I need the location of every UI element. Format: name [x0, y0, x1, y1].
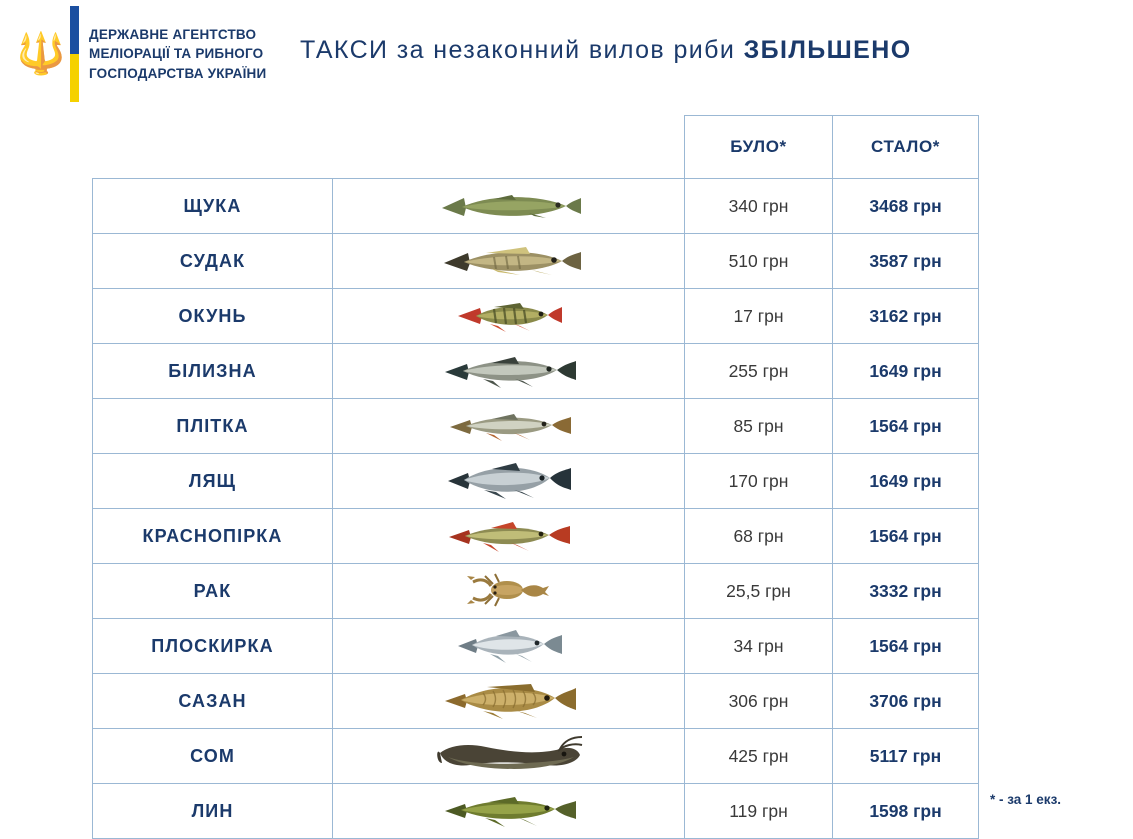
- old-price: 340 грн: [685, 179, 833, 234]
- new-price: 5117 грн: [833, 729, 979, 784]
- table-row: [93, 509, 979, 564]
- species-name: ЛЯЩ: [93, 454, 333, 509]
- table-row: [93, 179, 979, 234]
- old-price: 25,5 грн: [685, 564, 833, 619]
- table-header: [93, 116, 979, 179]
- species-image-cell: [333, 234, 685, 289]
- new-price: 1649 грн: [833, 454, 979, 509]
- new-price: 3468 грн: [833, 179, 979, 234]
- new-price: 3706 грн: [833, 674, 979, 729]
- species-image-cell: [333, 344, 685, 399]
- species-image-cell: [333, 454, 685, 509]
- perch-fish-icon: [454, 295, 564, 337]
- old-price: 255 грн: [685, 344, 833, 399]
- ukraine-trident-icon: 🔱: [16, 31, 66, 77]
- agency-name: [89, 25, 266, 84]
- species-image-cell: [333, 619, 685, 674]
- old-price: 34 грн: [685, 619, 833, 674]
- bream-fish-icon: [444, 458, 574, 504]
- species-image-cell: [333, 729, 685, 784]
- new-price: 1564 грн: [833, 399, 979, 454]
- agency-name-line-3: ГОСПОДАРСТВА УКРАЇНИ: [89, 65, 267, 81]
- table-row: [93, 399, 979, 454]
- tench-fish-icon: [439, 790, 579, 832]
- column-header-new-price: СТАЛО*: [833, 116, 979, 179]
- new-price: 3587 грн: [833, 234, 979, 289]
- species-image-cell: [333, 509, 685, 564]
- species-name: ОКУНЬ: [93, 289, 333, 344]
- new-price: 1564 грн: [833, 619, 979, 674]
- table-header-row: [93, 116, 979, 179]
- silver-bream-icon: [454, 624, 564, 668]
- crayfish-icon: [463, 568, 555, 614]
- new-price: 1564 грн: [833, 509, 979, 564]
- old-price: 306 грн: [685, 674, 833, 729]
- roach-fish-icon: [444, 406, 574, 446]
- table-row: [93, 234, 979, 289]
- table-row: [93, 289, 979, 344]
- species-name: ПЛІТКА: [93, 399, 333, 454]
- species-image-cell: [333, 399, 685, 454]
- column-header-species: [93, 116, 333, 179]
- new-price: 1598 грн: [833, 784, 979, 839]
- old-price: 170 грн: [685, 454, 833, 509]
- rudd-fish-icon: [445, 515, 573, 557]
- species-name: КРАСНОПІРКА: [93, 509, 333, 564]
- species-name: ПЛОСКИРКА: [93, 619, 333, 674]
- agency-name-line-2: МЕЛІОРАЦІЇ ТА РИБНОГО: [89, 46, 264, 62]
- page-header: [0, 0, 1133, 110]
- old-price: 17 грн: [685, 289, 833, 344]
- species-name: РАК: [93, 564, 333, 619]
- page-title-strong: ЗБІЛЬШЕНО: [743, 36, 912, 64]
- agency-logo: [8, 4, 280, 104]
- page-title: [300, 36, 1100, 65]
- column-header-old-price: БУЛО*: [685, 116, 833, 179]
- old-price: 510 грн: [685, 234, 833, 289]
- new-price: 1649 грн: [833, 344, 979, 399]
- asp-fish-icon: [439, 350, 579, 392]
- new-price: 3332 грн: [833, 564, 979, 619]
- taxes-table: [92, 115, 979, 839]
- taxes-table-wrapper: [92, 115, 1078, 839]
- species-name: СОМ: [93, 729, 333, 784]
- table-row: [93, 729, 979, 784]
- species-image-cell: [333, 564, 685, 619]
- old-price: 85 грн: [685, 399, 833, 454]
- old-price: 119 грн: [685, 784, 833, 839]
- species-image-cell: [333, 289, 685, 344]
- agency-name-line-1: ДЕРЖАВНЕ АГЕНТСТВО: [89, 26, 257, 42]
- ukraine-flag-bar-icon: [70, 6, 79, 102]
- pike-fish-icon: [434, 186, 584, 226]
- old-price: 425 грн: [685, 729, 833, 784]
- species-name: САЗАН: [93, 674, 333, 729]
- table-row: [93, 564, 979, 619]
- table-row: [93, 344, 979, 399]
- species-name: ЛИН: [93, 784, 333, 839]
- old-price: 68 грн: [685, 509, 833, 564]
- species-name: БІЛИЗНА: [93, 344, 333, 399]
- new-price: 3162 грн: [833, 289, 979, 344]
- page-title-plain: ТАКСИ за незаконний вилов риби: [300, 36, 744, 64]
- species-image-cell: [333, 784, 685, 839]
- carp-fish-icon: [439, 678, 579, 724]
- species-name: СУДАК: [93, 234, 333, 289]
- species-name: ЩУКА: [93, 179, 333, 234]
- species-image-cell: [333, 674, 685, 729]
- table-row: [93, 784, 979, 839]
- footnote: * - за 1 екз.: [990, 792, 1062, 807]
- column-header-image: [333, 116, 685, 179]
- table-row: [93, 674, 979, 729]
- zander-fish-icon: [434, 239, 584, 283]
- catfish-icon: [434, 733, 584, 779]
- table-row: [93, 619, 979, 674]
- table-row: [93, 454, 979, 509]
- table-body: [93, 179, 979, 839]
- species-image-cell: [333, 179, 685, 234]
